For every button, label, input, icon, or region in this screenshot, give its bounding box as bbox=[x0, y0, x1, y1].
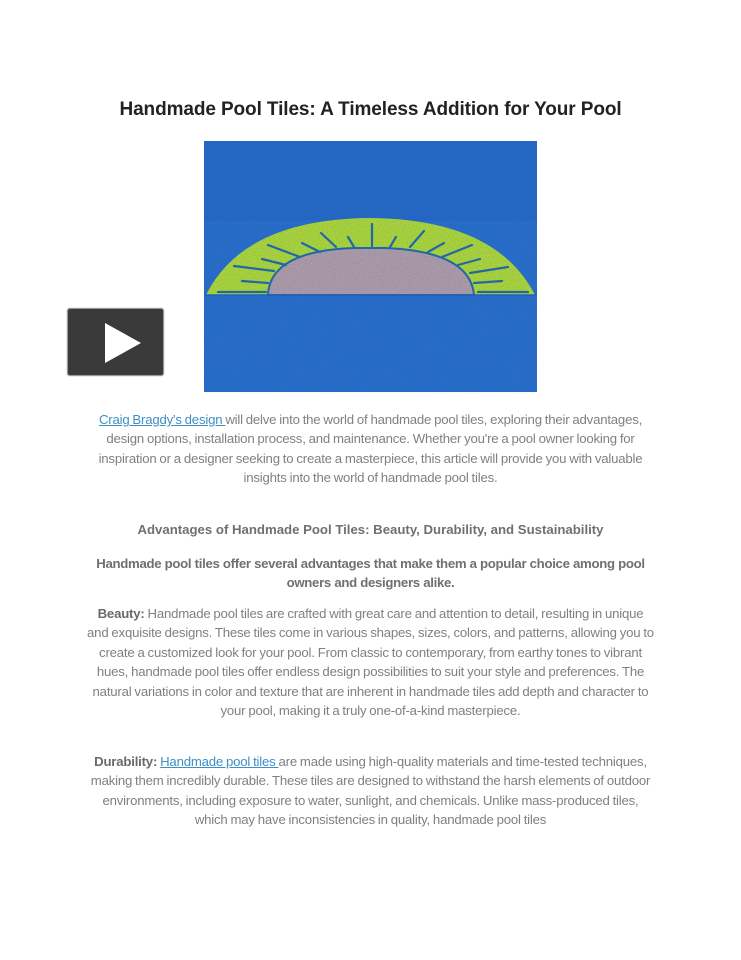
craig-bragdy-design-link[interactable]: Craig Bragdy's design bbox=[98, 412, 226, 427]
section-heading: Advantages of Handmade Pool Tiles: Beauty, Durability, and Sustainability bbox=[137, 522, 604, 537]
beauty-paragraph bbox=[86, 604, 655, 720]
page-title: Handmade Pool Tiles: A Timeless Addition for Your Pool bbox=[119, 98, 622, 120]
durability-label: Durability: bbox=[94, 754, 158, 769]
durability-paragraph bbox=[86, 752, 655, 830]
intro-paragraph bbox=[86, 410, 655, 488]
durability-text: are made using high-quality materials and time-tested techniques, making them incredibly durable. These tiles are designed to withstand the harsh elements of outdoor environments, including exposure to water, sunlight, and chemicals. Unlike mass-produced tiles, which may have inconsistencies in quality, handmade pool tiles bbox=[90, 754, 651, 828]
intro-text: will delve into the world of handmade pool tiles, exploring their advantages, design options, installation process, and maintenance. Whether you're a pool owner looking for inspiration or a designer seeking to create a masterpiece, this article will provide you with valuable insights into the world of handmade pool tiles. bbox=[98, 412, 643, 486]
hero-image bbox=[204, 141, 537, 392]
section-lead: Handmade pool tiles offer several advantages that make them a popular choice among pool owners and designers alike. bbox=[96, 556, 645, 590]
beauty-text: Handmade pool tiles are crafted with great care and attention to detail, resulting in unique and exquisite designs. These tiles come in various shapes, sizes, colors, and patterns, allowing you to create a customized look for your pool. From classic to contemporary, from earthy tones to vibrant hues, handmade pool tiles offer endless design possibilities to suit your style and preferences. The natural variations in color and texture that are inherent in handmade tiles add depth and character to your pool, making it a truly one-of-a-kind masterpiece. bbox=[87, 606, 654, 719]
beauty-label: Beauty: bbox=[97, 606, 145, 621]
handmade-pool-tiles-link[interactable]: Handmade pool tiles bbox=[160, 754, 279, 769]
play-icon bbox=[105, 323, 141, 363]
video-play-button[interactable] bbox=[67, 308, 164, 376]
